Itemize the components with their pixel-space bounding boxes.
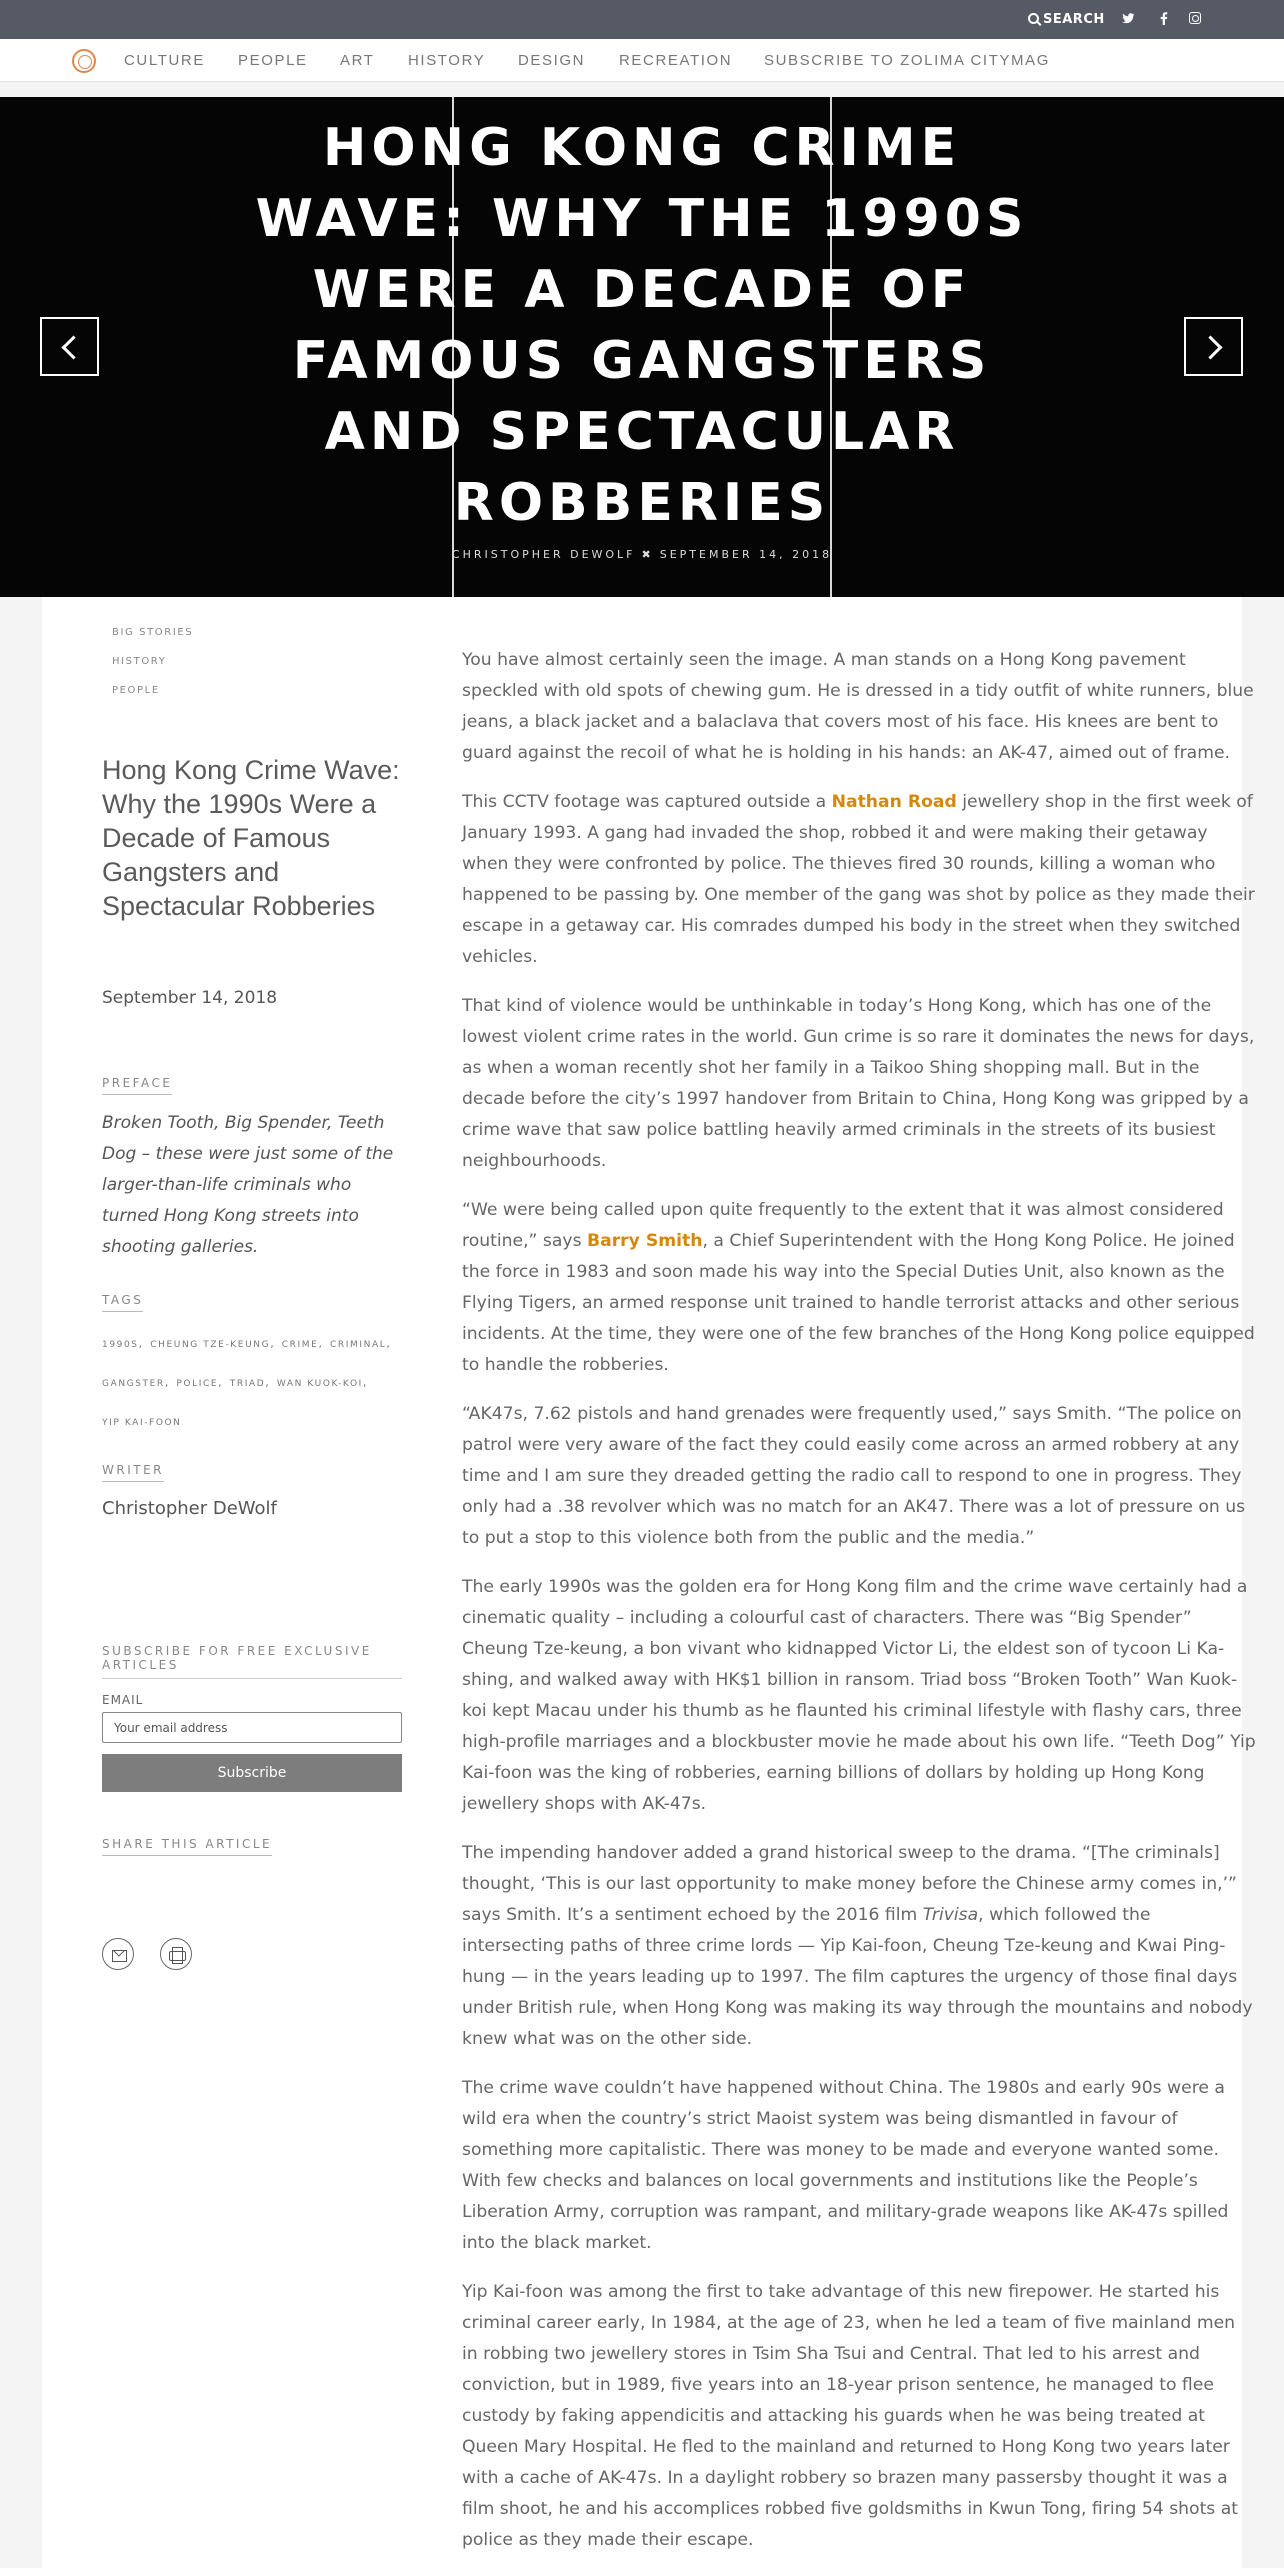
preface-label: PREFACE — [102, 1076, 172, 1095]
tags-label: TAGS — [102, 1293, 143, 1312]
search-button[interactable] — [1028, 0, 1105, 39]
barry-smith-link[interactable]: Barry Smith — [587, 1231, 703, 1251]
article-paragraph: “We were being called upon quite frequently to the extent that it was almost considered routine,” says Barry Smith, a Chief Superintendent with the Hong Kong Police. He joined the force in 1983 and soon made his way into the Special Duties Unit, also known as the Flying Tigers, an armed response unit trained to handle terrorist attacks and other serious incidents. At the time, they were one of the few branches of the Hong Kong police equipped to handle the robberies. — [462, 1200, 1255, 1375]
hero-title: HONG KONG CRIME WAVE: WHY THE 1990S WERE A DECADE OF FAMOUS GANGSTERS AND SPECTACULAR ROBBERIES — [255, 118, 1029, 533]
writer-label: WRITER — [102, 1463, 164, 1482]
tag-link[interactable]: GANGSTER — [102, 1379, 165, 1389]
search-icon — [1028, 13, 1039, 24]
sidebar-date: September 14, 2018 — [102, 988, 278, 1008]
email-share-icon[interactable] — [102, 1938, 134, 1970]
tag-link[interactable]: CHEUNG TZE-KEUNG — [150, 1340, 271, 1350]
article-paragraph: “AK47s, 7.62 pistols and hand grenades were frequently used,” says Smith. “The police on patrol were very aware of the fact they could easily come across an armed robbery at any time and I am sure they dreaded getting the radio call to respond to one in progress. They only had a .38 revolver which was no match for an AK47. There was a lot of pressure on us to put a stop to this violence both from the public and the media.” — [462, 1404, 1246, 1548]
preface-text: Broken Tooth, Big Spender, Teeth Dog – these were just some of the larger-than-life criminals who turned Hong Kong streets into shooting galleries. — [102, 1113, 394, 1257]
hero-author[interactable]: CHRISTOPHER DEWOLF — [451, 548, 636, 561]
email-field[interactable] — [102, 1712, 402, 1743]
article-paragraph: That kind of violence would be unthinkable in today’s Hong Kong, which has one of the lowest violent crime rates in the world. Gun crime is so rare it dominates the news for days, as when a woman recently shot her family in a Taikoo Shing shopping mall. But in the decade before the city’s 1997 handover from Britain to China, Hong Kong was gripped by a crime wave that saw police battling heavily armed criminals in the streets of its busiest neighbourhoods. — [462, 996, 1255, 1171]
article-paragraph: The impending handover added a grand historical sweep to the drama. “[The criminals] thought, ‘This is our last opportunity to make money before the Chinese army comes in,’” says Smith. It’s a sentiment echoed by the 2016 film Trivisa, which followed the intersecting paths of three crime lords — Yip Kai-foon, Cheung Tze-keung and Kwai Ping-hung — in the years leading up to 1997. The film captures the urgency of those final days under British rule, when Hong Kong was making its way through the mountains and nobody knew what was on the other side. — [462, 1843, 1253, 2049]
tag-link[interactable]: CRIMINAL — [330, 1340, 387, 1350]
tag-link[interactable]: 1990S — [102, 1340, 139, 1350]
tag-link[interactable]: YIP KAI-FOON — [102, 1418, 182, 1428]
sidebar-title: Hong Kong Crime Wave: Why the 1990s Were a Decade of Famous Gangsters and Spectacular Robberies — [102, 755, 400, 921]
byline-separator: ✖ — [641, 548, 654, 561]
nav-item-history[interactable]: HISTORY — [408, 52, 486, 69]
hero-byline — [0, 548, 1284, 561]
nav-item-design[interactable]: DESIGN — [518, 52, 586, 69]
twitter-link[interactable] — [1122, 0, 1135, 39]
facebook-icon — [1160, 12, 1168, 25]
tag-link[interactable]: TRIAD — [229, 1379, 266, 1389]
instagram-link[interactable] — [1189, 0, 1201, 39]
article-paragraph: You have almost certainly seen the image. A man stands on a Hong Kong pavement speckled with old spots of chewing gum. He is dressed in a tidy outfit of white runners, blue jeans, a black jacket and a balaclava that covers most of his face. His knees are bent to guard against the recoil of what he is holding in his hands: an AK-47, aimed out of frame. — [462, 650, 1254, 763]
article-paragraph: The crime wave couldn’t have happened without China. The 1980s and early 90s were a wild era when the country’s strict Maoist system was being dismantled in favour of something more capitalistic. There was money to be made and everyone wanted some. With few checks and balances on local governments and institutions like the People’s Liberation Army, corruption was rampant, and military-grade weapons like AK-47s spilled into the black market. — [462, 2078, 1229, 2253]
category-link[interactable]: BIG STORIES — [112, 627, 194, 638]
category-list — [112, 627, 193, 714]
article-paragraph: Yip Kai-foon was among the first to take advantage of this new firepower. He started his criminal career early, In 1984, at the age of 23, when he led a team of five mainland men in robbing two jewellery stores in Tsim Sha Tsui and Central. That led to his arrest and conviction, but in 1989, five years into an 18-year prison sentence, he managed to flee custody by faking appendicitis and attacking his guards when he was being treated at Queen Mary Hospital. He fled to the mainland and returned to Hong Kong two years later with a cache of AK-47s. In a daylight robbery so brazen many passersby thought it was a film shoot, he and his accomplices robbed five goldsmiths in Kwun Tong, firing 54 shots at police as they made their escape. — [462, 2282, 1238, 2550]
subscribe-divider — [102, 1678, 402, 1679]
article-container — [42, 597, 1256, 2568]
search-label: SEARCH — [1043, 12, 1105, 27]
tag-link[interactable]: POLICE — [176, 1379, 219, 1389]
hero-date: SEPTEMBER 14, 2018 — [659, 548, 833, 561]
print-icon[interactable] — [160, 1938, 192, 1970]
next-article-button[interactable] — [1184, 317, 1243, 376]
nav-item-art[interactable]: ART — [340, 52, 375, 69]
email-label: EMAIL — [102, 1693, 144, 1707]
top-bar — [0, 0, 1284, 39]
main-nav — [0, 39, 1284, 82]
article-paragraph: The early 1990s was the golden era for Hong Kong film and the crime wave certainly had a cinematic quality – including a colourful cast of characters. There was “Big Spender” Cheung Tze-keung, a bon vivant who kidnapped Victor Li, the eldest son of tycoon Li Ka-shing, and walked away with HK$1 billion in ransom. Triad boss “Broken Tooth” Wan Kuok-koi kept Macau under his thumb as he flaunted his criminal lifestyle with flashy cars, three high-profile marriages and a blockbuster movie he made about his own life. “Teeth Dog” Yip Kai-foon was the king of robberies, earning billions of dollars by holding up Hong Kong jewellery shops with AK-47s. — [462, 1577, 1256, 1814]
article-body — [462, 645, 1256, 2568]
instagram-icon — [1189, 12, 1201, 24]
tag-link[interactable]: WAN KUOK-KOI — [276, 1379, 363, 1389]
nav-item-subscribe[interactable]: SUBSCRIBE TO ZOLIMA CITYMAG — [764, 52, 1051, 69]
writer-name[interactable]: Christopher DeWolf — [102, 1498, 277, 1519]
nathan-road-link[interactable]: Nathan Road — [831, 792, 957, 812]
nav-item-recreation[interactable]: RECREATION — [619, 52, 733, 69]
category-link[interactable]: PEOPLE — [112, 685, 160, 696]
category-link[interactable]: HISTORY — [112, 656, 167, 667]
facebook-link[interactable] — [1160, 0, 1168, 39]
hero-banner — [0, 97, 1284, 597]
share-label: SHARE THIS ARTICLE — [102, 1837, 272, 1856]
zolima-logo-icon[interactable] — [72, 49, 96, 73]
article-paragraph: This CCTV footage was captured outside a Nathan Road jewellery shop in the first week of January 1993. A gang had invaded the shop, robbed it and were making their getaway when they were confronted by police. The thieves fired 30 rounds, killing a woman who happened to be passing by. One member of the gang was shot by police as they made their escape in a getaway car. His comrades dumped his body in the street when they switched vehicles. — [462, 792, 1255, 967]
tag-list: 1990S, CHEUNG TZE-KEUNG, CRIME, CRIMINAL, GANGSTER, POLICE, TRIAD, WAN KUOK-KOI, YIP KAI-FOON — [102, 1332, 402, 1449]
nav-item-people[interactable]: PEOPLE — [238, 52, 308, 69]
twitter-icon — [1122, 12, 1135, 25]
nav-item-culture[interactable]: CULTURE — [124, 52, 205, 69]
prev-article-button[interactable] — [40, 317, 99, 376]
subscribe-button[interactable]: Subscribe — [102, 1754, 402, 1792]
tag-link[interactable]: CRIME — [281, 1340, 319, 1350]
subscribe-label: SUBSCRIBE FOR FREE EXCLUSIVE ARTICLES — [102, 1644, 372, 1672]
